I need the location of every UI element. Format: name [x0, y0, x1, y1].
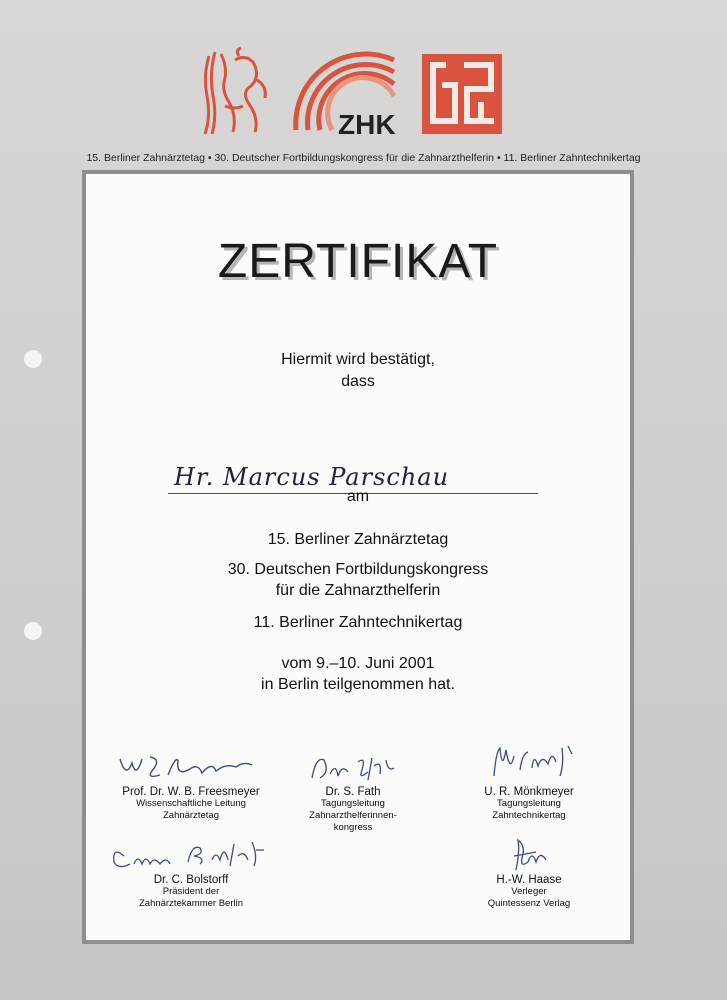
- signatory-role: kongress: [333, 822, 373, 833]
- intro-line-2: dass: [341, 373, 375, 390]
- signatory-name: H.-W. Haase: [496, 874, 562, 886]
- event-tagline: 15. Berliner Zahnärztetag • 30. Deutscher Fortbildungskongress für die Zahnarzthelferin • 11. Berliner Zahntechnikertag: [86, 152, 641, 164]
- event-1: 15. Berliner Zahnärztetag: [267, 531, 449, 548]
- signatory-role: Verleger: [511, 886, 547, 897]
- signature-block-2: [278, 786, 428, 834]
- signatory-role: Zahntechnikertag: [492, 810, 566, 821]
- intro-line-1: Hiermit wird bestätigt,: [281, 351, 435, 368]
- event-2-line-2: für die Zahnarzthelferin: [275, 582, 441, 599]
- signatory-name: U. R. Mönkmeyer: [484, 786, 574, 798]
- signatory-name: Prof. Dr. W. B. Freesmeyer: [122, 786, 260, 798]
- signature-block-3: [454, 786, 604, 822]
- signature-block-4: [96, 874, 286, 910]
- signatory-role: Tagungsleitung: [321, 798, 385, 809]
- signatory-role: Zahnärztetag: [163, 810, 219, 821]
- zhk-logo: [290, 50, 400, 138]
- am-label: am: [346, 488, 370, 505]
- berlin-bear-logo: [195, 46, 275, 138]
- date-line: vom 9.–10. Juni 2001: [281, 655, 435, 672]
- signature-bolstorff: [108, 836, 268, 876]
- place-line: in Berlin teilgenommen hat.: [261, 676, 455, 693]
- signatory-role: Präsident der: [162, 886, 220, 897]
- event-3: 11. Berliner Zahntechnikertag: [253, 614, 463, 631]
- signature-fath: [308, 752, 398, 784]
- event-2-line-1: 30. Deutschen Fortbildungskongress: [227, 561, 489, 578]
- signature-block-1: [96, 786, 286, 822]
- logo-row: [0, 40, 727, 140]
- punch-hole-bottom: [24, 622, 42, 640]
- signatory-name: Dr. C. Bolstorff: [153, 874, 229, 886]
- signature-block-5: [454, 874, 604, 910]
- certificate-frame: [82, 170, 634, 944]
- signature-haase: [506, 836, 556, 874]
- signatory-role: Zahnärztekammer Berlin: [138, 898, 243, 909]
- recipient-name: Hr. Marcus Parschau: [174, 463, 450, 491]
- punch-hole-top: [24, 350, 42, 368]
- bzl-logo: [422, 54, 502, 134]
- signatory-role: Quintessenz Verlag: [487, 898, 571, 909]
- certificate-title: ZERTIFIKAT: [217, 235, 499, 288]
- signatory-role: Zahnarzthelferinnen-: [309, 810, 397, 821]
- signature-moenkmeyer: [486, 742, 576, 782]
- signatory-role: Tagungsleitung: [497, 798, 561, 809]
- signatory-role: Wissenschaftliche Leitung: [136, 798, 246, 809]
- signatory-name: Dr. S. Fath: [325, 786, 381, 798]
- zhk-logo-text: ZHK: [338, 109, 396, 138]
- signature-freesmeyer: [116, 749, 256, 785]
